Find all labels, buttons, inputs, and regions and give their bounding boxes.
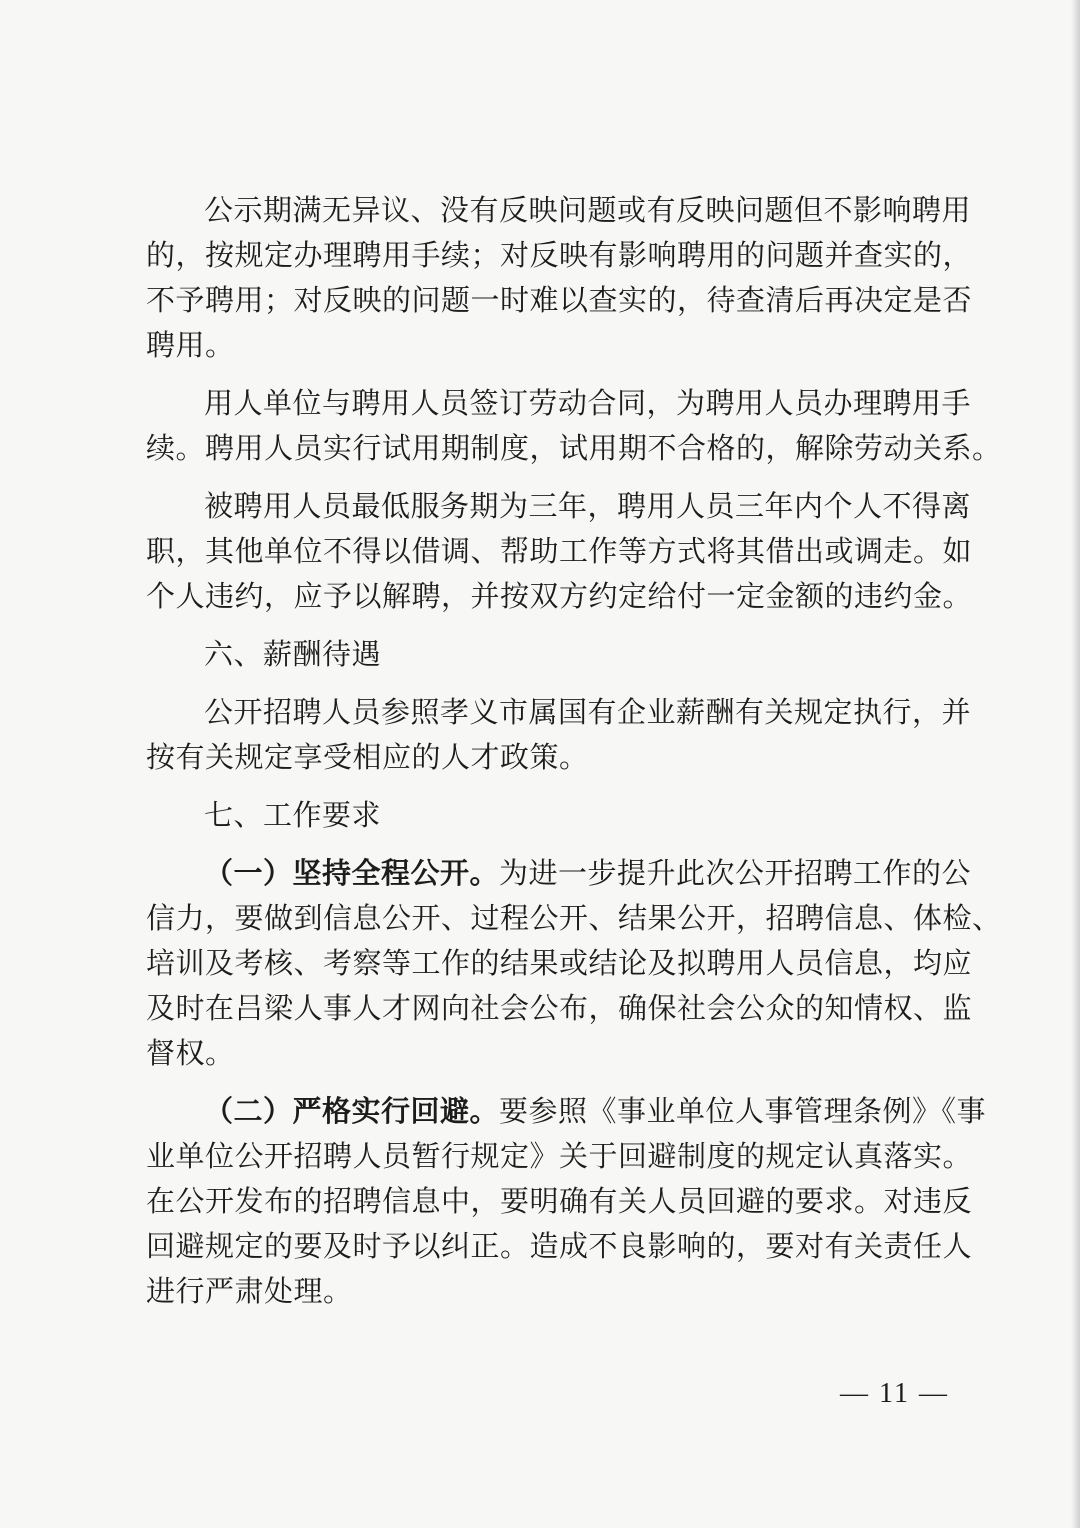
paragraph-openness xyxy=(146,851,1002,1076)
text-line: 回避规定的要及时予以纠正。造成不良影响的，要对有关责任人 xyxy=(146,1229,973,1263)
paragraph-publicity-result xyxy=(146,188,973,368)
text-line: 督权。 xyxy=(146,1036,235,1070)
paragraph-service-period xyxy=(146,484,973,619)
text-line xyxy=(146,851,972,896)
text-line: 聘用。 xyxy=(146,328,235,362)
text-line: 续。聘用人员实行试用期制度，试用期不合格的，解除劳动关系。 xyxy=(146,431,1002,465)
text-line: 信力，要做到信息公开、过程公开、结果公开，招聘信息、体检、 xyxy=(146,901,1002,935)
text-line: 被聘用人员最低服务期为三年，聘用人员三年内个人不得离 xyxy=(204,489,972,523)
text-line: 在公开发布的招聘信息中，要明确有关人员回避的要求。对违反 xyxy=(146,1184,973,1218)
paragraph-salary xyxy=(146,690,972,780)
text-line: 进行严肃处理。 xyxy=(146,1274,353,1308)
paragraph-labor-contract xyxy=(146,381,1002,471)
text-line: 职，其他单位不得以借调、帮助工作等方式将其借出或调走。如 xyxy=(146,534,973,568)
document-body xyxy=(146,188,1002,1314)
text-line: 及时在吕梁人事人才网向社会公布，确保社会公众的知情权、监 xyxy=(146,991,973,1025)
text-line: 业单位公开招聘人员暂行规定》关于回避制度的规定认真落实。 xyxy=(146,1139,973,1173)
text-line: 公开招聘人员参照孝义市属国有企业薪酬有关规定执行，并 xyxy=(204,695,972,729)
text-line: 用人单位与聘用人员签订劳动合同，为聘用人员办理聘用手 xyxy=(204,386,972,420)
subheading-recusal: （二）严格实行回避。 xyxy=(204,1094,500,1128)
page-edge-shadow xyxy=(1071,0,1080,1528)
section-heading-salary: 六、薪酬待遇 xyxy=(204,637,382,671)
text-run: 为进一步提升此次公开招聘工作的公 xyxy=(499,856,972,890)
text-line: 的，按规定办理聘用手续；对反映有影响聘用的问题并查实的， xyxy=(146,238,973,272)
text-line: 培训及考核、考察等工作的结果或结论及拟聘用人员信息，均应 xyxy=(146,946,973,980)
section-heading-work-requirements: 七、工作要求 xyxy=(204,798,382,832)
paragraph-recusal xyxy=(146,1089,987,1314)
text-line xyxy=(146,1089,987,1134)
subheading-openness: （一）坚持全程公开。 xyxy=(204,856,500,890)
text-line: 按有关规定享受相应的人才政策。 xyxy=(146,740,589,774)
text-line: 个人违约，应予以解聘，并按双方约定给付一定金额的违约金。 xyxy=(146,579,973,613)
text-run: 要参照《事业单位人事管理条例》《事 xyxy=(499,1094,987,1128)
text-line: 公示期满无异议、没有反映问题或有反映问题但不影响聘用 xyxy=(204,193,972,227)
text-line: 不予聘用；对反映的问题一时难以查实的，待查清后再决定是否 xyxy=(146,283,973,317)
page-number: — 11 — xyxy=(840,1378,949,1409)
